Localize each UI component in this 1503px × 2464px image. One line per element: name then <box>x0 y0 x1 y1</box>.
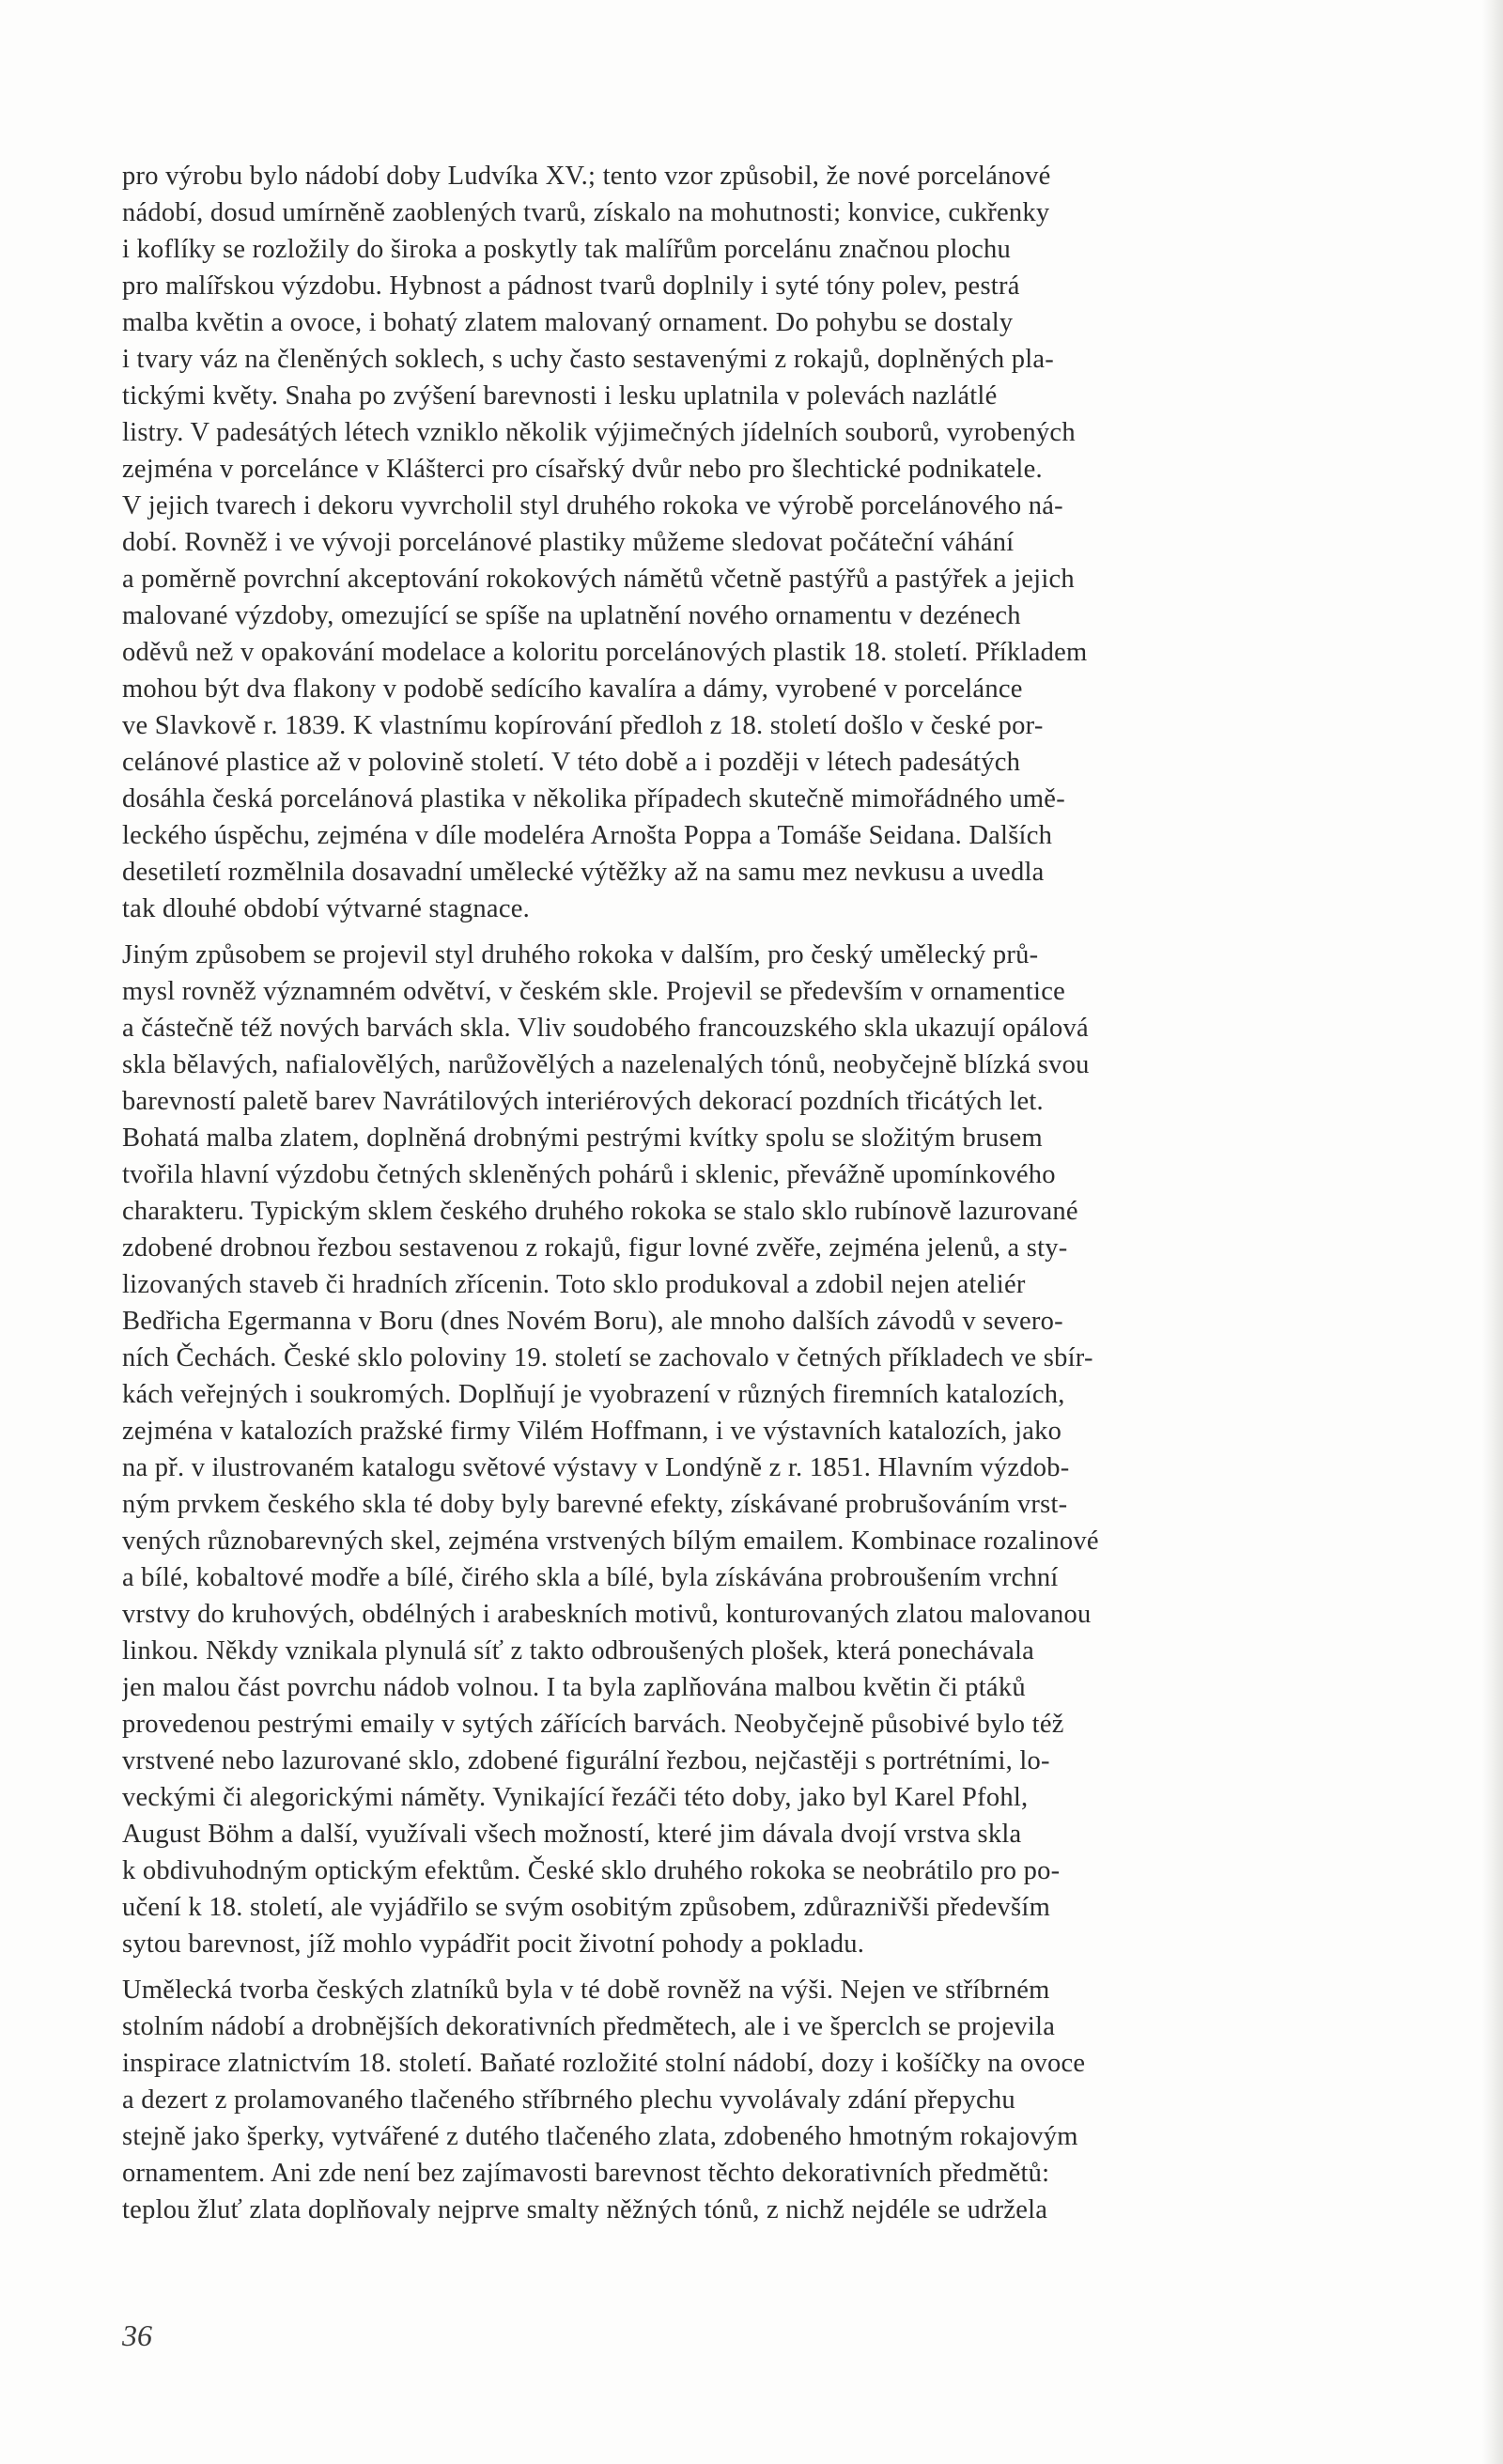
text-line: provedenou pestrými emaily v sytých zářících barvách. Neobyčejně působivé bylo též <box>122 1710 1064 1739</box>
text-line: i tvary váz na členěných soklech, s uchy často sestavenými z rokajů, doplněných pla- <box>122 345 1055 374</box>
text-line: tak dlouhé období výtvarné stagnace. <box>122 894 530 923</box>
text-line: stejně jako šperky, vytvářené z dutého tlačeného zlata, zdobeného hmotným rokajovým <box>122 2122 1078 2151</box>
text-line: listry. V padesátých létech vzniklo několik výjimečných jídelních souborů, vyrobených <box>122 418 1076 447</box>
text-line: ve Slavkově r. 1839. K vlastnímu kopírování předloh z 18. století došlo v české por- <box>122 711 1044 740</box>
text-line: linkou. Někdy vznikala plynulá síť z takto odbroušených plošek, která ponechávala <box>122 1636 1035 1666</box>
text-line: pro výrobu bylo nádobí doby Ludvíka XV.; tento vzor způsobil, že nové porcelánové <box>122 162 1051 191</box>
text-line: mysl rovněž významném odvětví, v českém skle. Projevil se především v ornamentice <box>122 977 1066 1006</box>
text-line: na př. v ilustrovaném katalogu světové výstavy v Londýně z r. 1851. Hlavním výzdob- <box>122 1453 1070 1482</box>
text-line: sytou barevnost, jíž mohlo vypádřit pocit životní pohody a pokladu. <box>122 1929 865 1959</box>
text-line: celánové plastice až v polovině století. V této době a i později v létech padesátých <box>122 748 1021 777</box>
paragraph-goldsmiths <box>122 1972 1498 2228</box>
text-line: nádobí, dosud umírněně zaoblených tvarů, získalo na mohutnosti; konvice, cukřenky <box>122 198 1050 227</box>
text-line: teplou žluť zlata doplňovaly nejprve smalty něžných tónů, z nichž nejdéle se udržela <box>122 2195 1048 2224</box>
text-line: vrstvené nebo lazurované sklo, zdobené figurální řezbou, nejčastěji s portrétními, lo- <box>122 1746 1050 1775</box>
text-line: Bedřicha Egermanna v Boru (dnes Novém Boru), ale mnoho dalších závodů v severo- <box>122 1307 1063 1336</box>
text-line: k obdivuhodným optickým efektům. České sklo druhého rokoka se neobrátilo pro po- <box>122 1856 1061 1885</box>
text-line: zejména v katalozích pražské firmy Vilém Hoffmann, i ve výstavních katalozích, jako <box>122 1417 1062 1446</box>
text-line: Bohatá malba zlatem, doplněná drobnými pestrými kvítky spolu se složitým brusem <box>122 1124 1043 1153</box>
text-line: zdobené drobnou řezbou sestavenou z rokajů, figur lovné zvěře, zejména jelenů, a sty- <box>122 1233 1068 1263</box>
text-line: zejména v porcelánce v Klášterci pro císařský dvůr nebo pro šlechtické podnikatele. <box>122 455 1043 484</box>
text-line: pro malířskou výzdobu. Hybnost a pádnost tvarů doplnily i syté tóny polev, pestrá <box>122 271 1020 301</box>
text-line: ních Čechách. České sklo poloviny 19. století se zachovalo v četných příkladech ve sbír- <box>122 1343 1093 1372</box>
text-line: dosáhla česká porcelánová plastika v několika případech skutečně mimořádného umě- <box>122 784 1065 814</box>
text-line: inspirace zlatnictvím 18. století. Baňaté rozložité stolní nádobí, dozy i košíčky na ovoce <box>122 2049 1086 2078</box>
text-line: a dezert z prolamovaného tlačeného stříbrného plechu vyvolávaly zdání přepychu <box>122 2085 1015 2115</box>
text-line: V jejich tvarech i dekoru vyvrcholil styl druhého rokoka ve výrobě porcelánového ná- <box>122 491 1063 520</box>
text-line: učení k 18. století, ale vyjádřilo se svým osobitým způsobem, zdůrazniv̌ši především <box>122 1893 1050 1922</box>
body-text <box>122 158 1498 2238</box>
text-line: barevností paletě barev Navrátilových interiérových dekorací pozdních třicátých let. <box>122 1087 1044 1116</box>
text-line: mohou být dva flakony v podobě sedícího kavalíra a dámy, vyrobené v porcelánce <box>122 674 1023 704</box>
text-line: a poměrně povrchní akceptování rokokových námětů včetně pastýřů a pastýřek a jejich <box>122 565 1075 594</box>
text-line: tvořila hlavní výzdobu četných skleněných pohárů i sklenic, převážně upomínkového <box>122 1160 1056 1189</box>
paragraph-glass <box>122 937 1498 1962</box>
text-line: veckými či alegorickými náměty. Vynikající řezáči této doby, jako byl Karel Pfohl, <box>122 1783 1029 1812</box>
text-line: lizovaných staveb či hradních zřícenin. Toto sklo produkoval a zdobil nejen ateliér <box>122 1270 1026 1299</box>
text-line: ným prvkem českého skla té doby byly barevné efekty, získávané probrušováním vrst- <box>122 1490 1068 1519</box>
text-line: leckého úspěchu, zejména v díle modeléra Arnošta Poppa a Tomáše Seidana. Dalších <box>122 821 1053 850</box>
text-line: charakteru. Typickým sklem českého druhého rokoka se stalo sklo rubínově lazurované <box>122 1197 1078 1226</box>
paragraph-porcelain <box>122 158 1498 927</box>
text-line: dobí. Rovněž i ve vývoji porcelánové plastiky můžeme sledovat počáteční váhání <box>122 528 1015 557</box>
text-line: a částečně též nových barvách skla. Vliv soudobého francouzského skla ukazují opálová <box>122 1014 1089 1043</box>
text-line: stolním nádobí a drobnějších dekorativních předmětech, ale i ve šperclch se projevila <box>122 2012 1056 2041</box>
text-line: oděvů než v opakování modelace a koloritu porcelánových plastik 18. století. Příkladem <box>122 638 1088 667</box>
text-line: August Böhm a další, využívali všech možností, které jim dávala dvojí vrstva skla <box>122 1820 1022 1849</box>
text-line: desetiletí rozmělnila dosavadní umělecké výtěžky až na samu mez nevkusu a uvedla <box>122 858 1045 887</box>
text-line: vených různobarevných skel, zejména vrstvených bílým emailem. Kombinace rozalinové <box>122 1526 1099 1556</box>
page-number: 36 <box>122 2318 152 2352</box>
text-line: i koflíky se rozložily do široka a poskytly tak malířům porcelánu značnou plochu <box>122 235 1012 264</box>
text-line: skla bělavých, nafialovělých, narůžovělých a nazelenalých tónů, neobyčejně blízká svou <box>122 1050 1090 1079</box>
text-line: a bílé, kobaltové modře a bílé, čirého skla a bílé, byla získávána probroušením vrchní <box>122 1563 1059 1592</box>
text-line: ornamentem. Ani zde není bez zajímavosti barevnost těchto dekorativních předmětů: <box>122 2159 1050 2188</box>
text-line: kách veřejných i soukromých. Doplňují je vyobrazení v různých firemních katalozích, <box>122 1380 1065 1409</box>
text-line: Umělecká tvorba českých zlatníků byla v té době rovněž na výši. Nejen ve stříbrném <box>122 1976 1050 2005</box>
text-line: Jiným způsobem se projevil styl druhého rokoka v dalším, pro český umělecký prů- <box>122 940 1039 969</box>
text-line: vrstvy do kruhových, obdélných i arabeskních motivů, konturovaných zlatou malovanou <box>122 1600 1092 1629</box>
text-line: malované výzdoby, omezující se spíše na uplatnění nového ornamentu v dezénech <box>122 601 1021 630</box>
text-line: malba květin a ovoce, i bohatý zlatem malovaný ornament. Do pohybu se dostaly <box>122 308 1014 337</box>
text-line: tickými květy. Snaha po zvýšení barevnosti i lesku uplatnila v polevách nazlátlé <box>122 381 998 411</box>
text-line: jen malou část povrchu nádob volnou. I ta byla zaplňována malbou květin či ptáků <box>122 1673 1026 1702</box>
